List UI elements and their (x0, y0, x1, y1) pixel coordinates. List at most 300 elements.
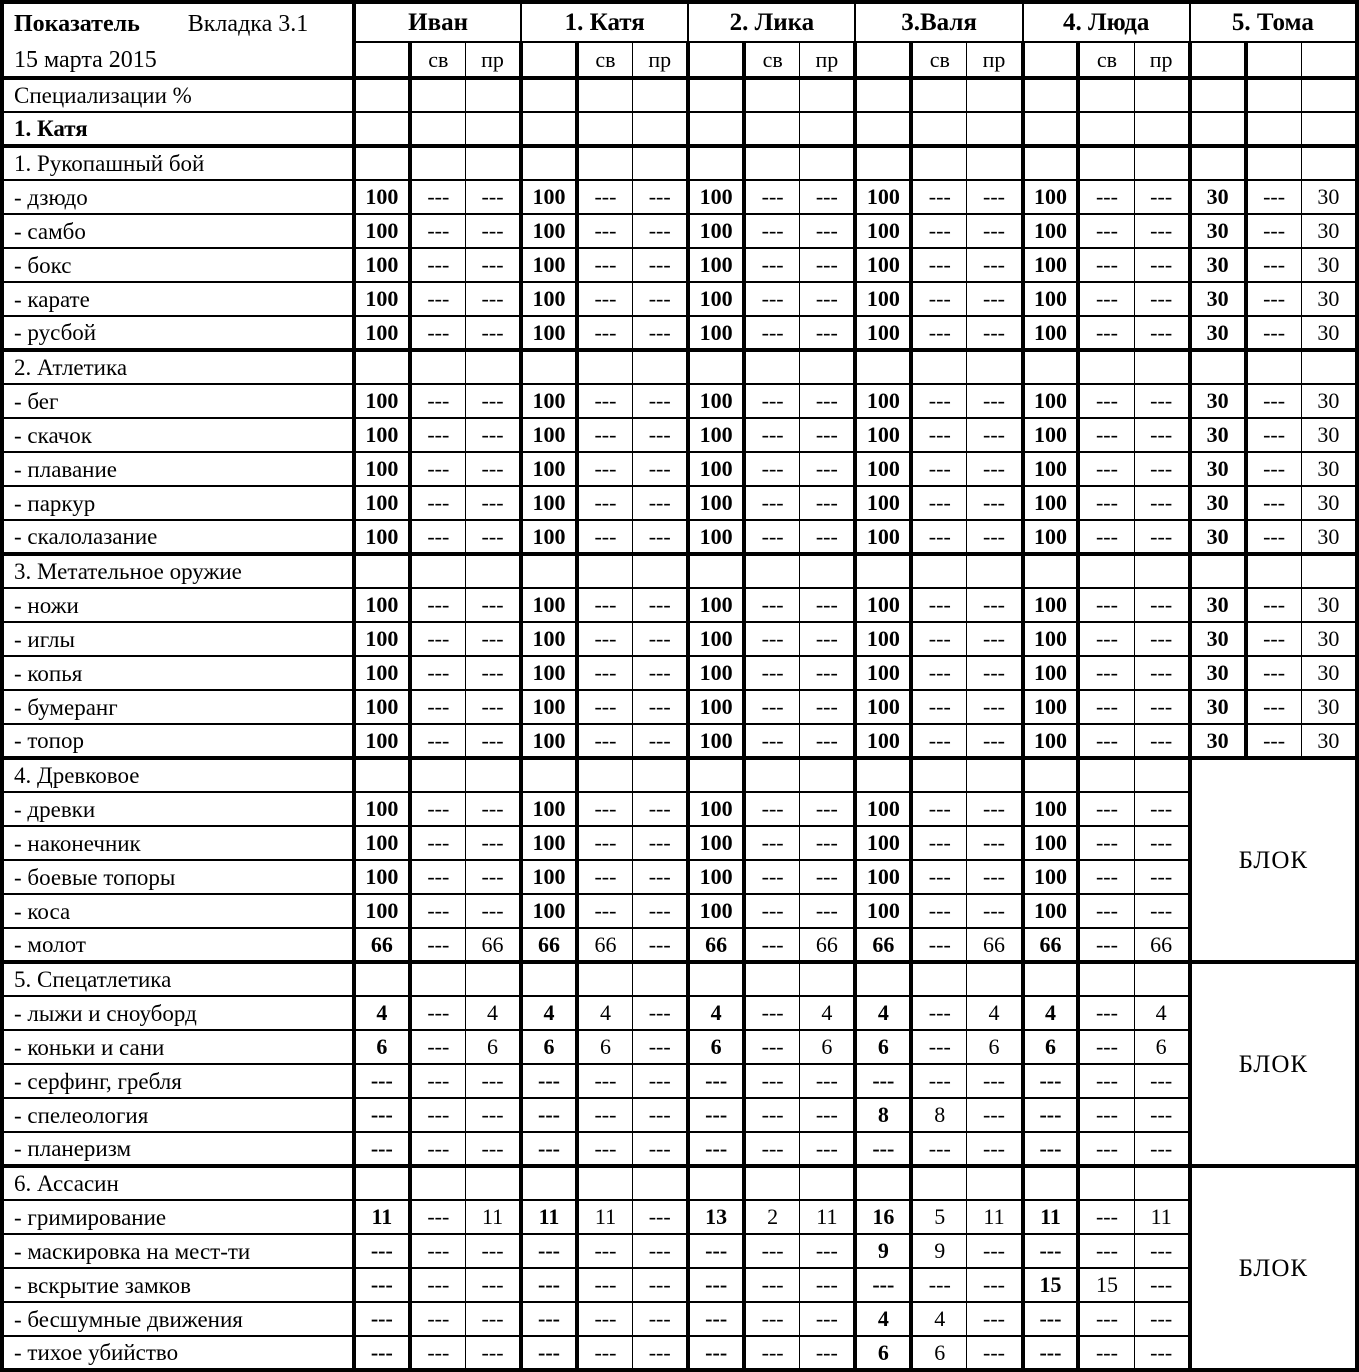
data-cell (633, 1166, 689, 1200)
data-cell: 100 (855, 418, 911, 452)
data-cell: --- (410, 894, 466, 928)
data-cell: 30 (1190, 384, 1246, 418)
data-cell (744, 554, 800, 588)
data-cell (1246, 78, 1302, 112)
data-cell: --- (465, 418, 521, 452)
data-cell (688, 78, 744, 112)
data-cell: --- (744, 1234, 800, 1268)
row-label: - древки (2, 792, 354, 826)
data-cell: 100 (1023, 316, 1079, 350)
data-cell: --- (911, 180, 967, 214)
table-row (2, 554, 1357, 588)
data-cell: 100 (354, 792, 410, 826)
data-cell: 100 (354, 418, 410, 452)
data-cell: --- (1078, 826, 1134, 860)
row-label: - скалолазание (2, 520, 354, 554)
table-row (2, 78, 1357, 112)
data-cell: --- (577, 180, 633, 214)
data-cell: --- (465, 1336, 521, 1370)
table-row (2, 1200, 1357, 1234)
table-row (2, 180, 1357, 214)
data-cell (354, 146, 410, 180)
data-cell (855, 350, 911, 384)
data-cell: 100 (354, 248, 410, 282)
row-label: - коньки и сани (2, 1030, 354, 1064)
data-cell: --- (577, 520, 633, 554)
data-cell: --- (1246, 282, 1302, 316)
data-cell: 100 (1023, 894, 1079, 928)
data-cell: 100 (855, 826, 911, 860)
data-cell (744, 1166, 800, 1200)
data-cell: --- (1134, 792, 1190, 826)
data-cell (911, 554, 967, 588)
data-cell (967, 112, 1023, 146)
data-cell: 100 (688, 452, 744, 486)
data-cell: --- (633, 1064, 689, 1098)
data-cell: --- (577, 418, 633, 452)
data-cell: --- (410, 214, 466, 248)
data-cell: --- (1134, 282, 1190, 316)
data-cell: 30 (1190, 214, 1246, 248)
data-cell (911, 146, 967, 180)
row-label: - бумеранг (2, 690, 354, 724)
data-cell: --- (967, 1302, 1023, 1336)
data-cell: --- (911, 1132, 967, 1166)
data-cell: 100 (1023, 214, 1079, 248)
data-cell: 100 (688, 724, 744, 758)
data-cell: --- (1078, 1302, 1134, 1336)
data-cell: 100 (521, 690, 577, 724)
row-label: - вскрытие замков (2, 1268, 354, 1302)
data-cell (744, 112, 800, 146)
data-cell (1078, 962, 1134, 996)
data-cell: --- (465, 316, 521, 350)
data-cell: 66 (855, 928, 911, 962)
data-cell: 100 (1023, 180, 1079, 214)
subcol-header: пр (633, 42, 689, 78)
data-cell: --- (521, 1234, 577, 1268)
data-cell: --- (1134, 418, 1190, 452)
data-cell: --- (911, 384, 967, 418)
data-cell: 8 (855, 1098, 911, 1132)
data-cell (1301, 350, 1357, 384)
data-cell: --- (800, 826, 856, 860)
data-cell: --- (633, 1030, 689, 1064)
data-cell: 100 (354, 384, 410, 418)
data-cell (1023, 146, 1079, 180)
data-cell: --- (911, 656, 967, 690)
data-cell (1301, 78, 1357, 112)
subcol-header (1190, 42, 1246, 78)
data-cell: --- (1134, 894, 1190, 928)
data-cell: 30 (1190, 452, 1246, 486)
data-cell: --- (1078, 452, 1134, 486)
data-cell: --- (1246, 622, 1302, 656)
data-cell: --- (1078, 860, 1134, 894)
data-cell (410, 758, 466, 792)
data-cell: --- (967, 588, 1023, 622)
data-cell (577, 78, 633, 112)
data-cell: --- (911, 248, 967, 282)
row-label: - боевые топоры (2, 860, 354, 894)
data-cell (1190, 146, 1246, 180)
data-cell: --- (800, 792, 856, 826)
data-cell (855, 554, 911, 588)
data-cell: --- (800, 248, 856, 282)
data-cell (688, 962, 744, 996)
data-cell (911, 112, 967, 146)
data-cell: 66 (1023, 928, 1079, 962)
table-row (2, 758, 1357, 792)
data-cell: --- (1134, 588, 1190, 622)
data-cell: 6 (967, 1030, 1023, 1064)
row-label: - ножи (2, 588, 354, 622)
data-cell: --- (800, 622, 856, 656)
data-cell: --- (465, 214, 521, 248)
data-cell (967, 146, 1023, 180)
data-cell: 100 (521, 520, 577, 554)
data-cell: --- (967, 418, 1023, 452)
data-cell: --- (410, 1098, 466, 1132)
data-cell (577, 146, 633, 180)
data-cell: --- (1246, 690, 1302, 724)
data-cell: --- (465, 792, 521, 826)
data-cell: 100 (688, 486, 744, 520)
data-cell: 100 (1023, 520, 1079, 554)
data-cell: --- (967, 656, 1023, 690)
data-cell: --- (800, 656, 856, 690)
data-cell: --- (967, 180, 1023, 214)
data-cell: --- (410, 826, 466, 860)
data-cell: 6 (800, 1030, 856, 1064)
data-cell (1190, 78, 1246, 112)
data-cell: 30 (1190, 248, 1246, 282)
data-cell: 100 (688, 690, 744, 724)
row-label: - иглы (2, 622, 354, 656)
subcol-header: св (744, 42, 800, 78)
data-cell: --- (521, 1268, 577, 1302)
table-row (2, 656, 1357, 690)
data-cell: --- (911, 316, 967, 350)
data-cell: --- (744, 792, 800, 826)
data-cell: 30 (1301, 588, 1357, 622)
table-row (2, 486, 1357, 520)
data-cell: --- (1078, 520, 1134, 554)
data-cell: 11 (354, 1200, 410, 1234)
subcol-header: пр (967, 42, 1023, 78)
data-cell: 30 (1190, 418, 1246, 452)
data-cell: --- (465, 656, 521, 690)
data-cell: 30 (1301, 384, 1357, 418)
data-cell: --- (1246, 724, 1302, 758)
data-cell (633, 112, 689, 146)
column-group-lyuda: 4. Люда (1023, 2, 1190, 42)
table-row (2, 1064, 1357, 1098)
data-cell: --- (1078, 1132, 1134, 1166)
data-cell: --- (633, 860, 689, 894)
data-cell (633, 962, 689, 996)
table-row (2, 588, 1357, 622)
data-cell (855, 758, 911, 792)
subcol-header: св (577, 42, 633, 78)
table-title: Показатель (14, 10, 140, 37)
data-cell: 4 (465, 996, 521, 1030)
data-cell: --- (410, 928, 466, 962)
data-cell: --- (1134, 452, 1190, 486)
data-cell: 11 (800, 1200, 856, 1234)
data-cell: --- (633, 1234, 689, 1268)
data-cell: --- (1134, 486, 1190, 520)
data-cell: 100 (521, 894, 577, 928)
data-cell: 100 (354, 622, 410, 656)
data-cell: 100 (855, 792, 911, 826)
data-cell (521, 554, 577, 588)
data-cell: 6 (1134, 1030, 1190, 1064)
data-cell: --- (1246, 486, 1302, 520)
data-cell: 100 (855, 520, 911, 554)
row-label: - скачок (2, 418, 354, 452)
data-cell: --- (577, 826, 633, 860)
table-row (2, 146, 1357, 180)
row-label: - спелеология (2, 1098, 354, 1132)
data-cell: --- (1078, 316, 1134, 350)
data-cell: --- (800, 486, 856, 520)
data-cell: 100 (521, 248, 577, 282)
data-cell: --- (800, 316, 856, 350)
data-cell (1246, 350, 1302, 384)
table-row (2, 1132, 1357, 1166)
data-cell: --- (967, 860, 1023, 894)
row-label: - самбо (2, 214, 354, 248)
data-cell: --- (410, 1336, 466, 1370)
data-cell: 100 (855, 214, 911, 248)
header-row-names (2, 2, 1357, 42)
table-row (2, 928, 1357, 962)
data-cell (967, 1166, 1023, 1200)
data-cell: 30 (1301, 724, 1357, 758)
table-row (2, 520, 1357, 554)
data-cell: --- (410, 248, 466, 282)
data-cell: --- (744, 724, 800, 758)
data-cell: --- (1134, 316, 1190, 350)
data-cell (521, 78, 577, 112)
data-cell (354, 962, 410, 996)
data-cell (354, 350, 410, 384)
data-cell (967, 758, 1023, 792)
data-cell: 100 (855, 894, 911, 928)
data-cell: 30 (1190, 520, 1246, 554)
data-cell: 5 (911, 1200, 967, 1234)
data-cell (410, 554, 466, 588)
data-cell: --- (410, 1302, 466, 1336)
data-cell: --- (1246, 452, 1302, 486)
data-cell: --- (744, 894, 800, 928)
data-cell: 100 (1023, 690, 1079, 724)
data-cell: --- (354, 1132, 410, 1166)
data-cell: --- (1134, 690, 1190, 724)
data-cell: 100 (354, 826, 410, 860)
row-label: - русбой (2, 316, 354, 350)
data-cell (1023, 350, 1079, 384)
data-cell: --- (911, 486, 967, 520)
data-cell: 4 (577, 996, 633, 1030)
data-cell: --- (967, 248, 1023, 282)
data-cell: 66 (1134, 928, 1190, 962)
table-subtitle: Вкладка 3.1 (187, 10, 309, 37)
data-cell (744, 350, 800, 384)
data-cell: --- (633, 486, 689, 520)
table-row (2, 1098, 1357, 1132)
row-label: - наконечник (2, 826, 354, 860)
data-cell: 100 (1023, 792, 1079, 826)
data-cell: --- (521, 1302, 577, 1336)
data-cell: --- (800, 1268, 856, 1302)
data-cell (1078, 1166, 1134, 1200)
data-cell: --- (967, 452, 1023, 486)
data-cell: --- (1246, 418, 1302, 452)
data-cell (911, 350, 967, 384)
data-cell: --- (744, 486, 800, 520)
data-cell: --- (744, 282, 800, 316)
data-cell: 100 (521, 860, 577, 894)
data-cell: 6 (688, 1030, 744, 1064)
data-cell: --- (354, 1302, 410, 1336)
data-cell: 30 (1301, 452, 1357, 486)
column-group-lika: 2. Лика (688, 2, 855, 42)
data-cell: --- (911, 418, 967, 452)
data-cell: --- (465, 486, 521, 520)
data-cell (855, 112, 911, 146)
data-cell: --- (633, 724, 689, 758)
data-cell (1134, 1166, 1190, 1200)
data-cell: --- (1023, 1302, 1079, 1336)
data-cell: --- (465, 180, 521, 214)
data-cell: 11 (1023, 1200, 1079, 1234)
data-cell: 100 (1023, 384, 1079, 418)
data-cell: 30 (1301, 248, 1357, 282)
data-cell: --- (465, 452, 521, 486)
data-cell: 4 (800, 996, 856, 1030)
data-cell (744, 78, 800, 112)
data-cell: --- (911, 792, 967, 826)
data-cell (800, 78, 856, 112)
data-cell (688, 554, 744, 588)
row-label: - молот (2, 928, 354, 962)
data-cell (688, 758, 744, 792)
data-cell (1023, 554, 1079, 588)
data-cell: --- (967, 282, 1023, 316)
data-cell (967, 350, 1023, 384)
data-cell: --- (521, 1064, 577, 1098)
table-row (2, 622, 1357, 656)
data-cell: 30 (1301, 486, 1357, 520)
data-cell (633, 758, 689, 792)
data-cell: --- (1078, 1336, 1134, 1370)
subcol-header: пр (800, 42, 856, 78)
data-cell: --- (633, 656, 689, 690)
data-cell: 4 (967, 996, 1023, 1030)
data-cell (800, 146, 856, 180)
data-cell (800, 962, 856, 996)
data-cell: 100 (521, 826, 577, 860)
data-cell (911, 1166, 967, 1200)
data-cell: 100 (855, 248, 911, 282)
data-cell: 100 (855, 588, 911, 622)
data-cell: --- (744, 1302, 800, 1336)
data-cell: 66 (521, 928, 577, 962)
data-cell (1134, 554, 1190, 588)
subcol-header: св (911, 42, 967, 78)
row-label: - топор (2, 724, 354, 758)
data-cell: --- (577, 384, 633, 418)
subcol-header (688, 42, 744, 78)
data-cell: 100 (521, 588, 577, 622)
data-cell: 100 (688, 860, 744, 894)
data-cell: --- (800, 1098, 856, 1132)
data-cell (354, 112, 410, 146)
table-row (2, 214, 1357, 248)
row-label: 2. Атлетика (2, 350, 354, 384)
data-cell: --- (1078, 792, 1134, 826)
data-cell: 4 (1134, 996, 1190, 1030)
data-cell: --- (410, 180, 466, 214)
data-cell: --- (577, 282, 633, 316)
data-cell (1301, 146, 1357, 180)
data-cell: --- (521, 1132, 577, 1166)
data-cell (1246, 146, 1302, 180)
data-cell (577, 554, 633, 588)
data-cell (688, 1166, 744, 1200)
data-cell: --- (967, 1234, 1023, 1268)
data-cell: --- (1134, 1064, 1190, 1098)
data-cell: --- (410, 520, 466, 554)
data-cell: --- (465, 1268, 521, 1302)
data-cell (1246, 112, 1302, 146)
data-cell: --- (800, 418, 856, 452)
data-cell: --- (1134, 1336, 1190, 1370)
data-cell: --- (911, 452, 967, 486)
data-cell: --- (577, 1302, 633, 1336)
data-cell: 100 (688, 418, 744, 452)
data-cell: --- (744, 1030, 800, 1064)
row-label: 3. Метательное оружие (2, 554, 354, 588)
data-cell: --- (410, 486, 466, 520)
data-cell: --- (354, 1098, 410, 1132)
data-cell: --- (800, 894, 856, 928)
data-cell (688, 112, 744, 146)
data-cell: --- (1078, 996, 1134, 1030)
data-cell: 100 (855, 486, 911, 520)
table-row (2, 1166, 1357, 1200)
data-cell: --- (633, 690, 689, 724)
data-cell: --- (1134, 724, 1190, 758)
subcol-header (521, 42, 577, 78)
data-cell: --- (967, 1268, 1023, 1302)
data-cell: --- (633, 1132, 689, 1166)
data-cell: --- (1078, 1234, 1134, 1268)
row-label: - серфинг, гребля (2, 1064, 354, 1098)
data-cell: --- (688, 1336, 744, 1370)
data-cell: --- (1134, 826, 1190, 860)
data-cell (577, 350, 633, 384)
data-cell (633, 350, 689, 384)
data-cell: 66 (577, 928, 633, 962)
data-cell: --- (744, 826, 800, 860)
row-label: - бесшумные движения (2, 1302, 354, 1336)
data-cell: 30 (1301, 622, 1357, 656)
data-cell (633, 554, 689, 588)
data-cell: --- (465, 1064, 521, 1098)
